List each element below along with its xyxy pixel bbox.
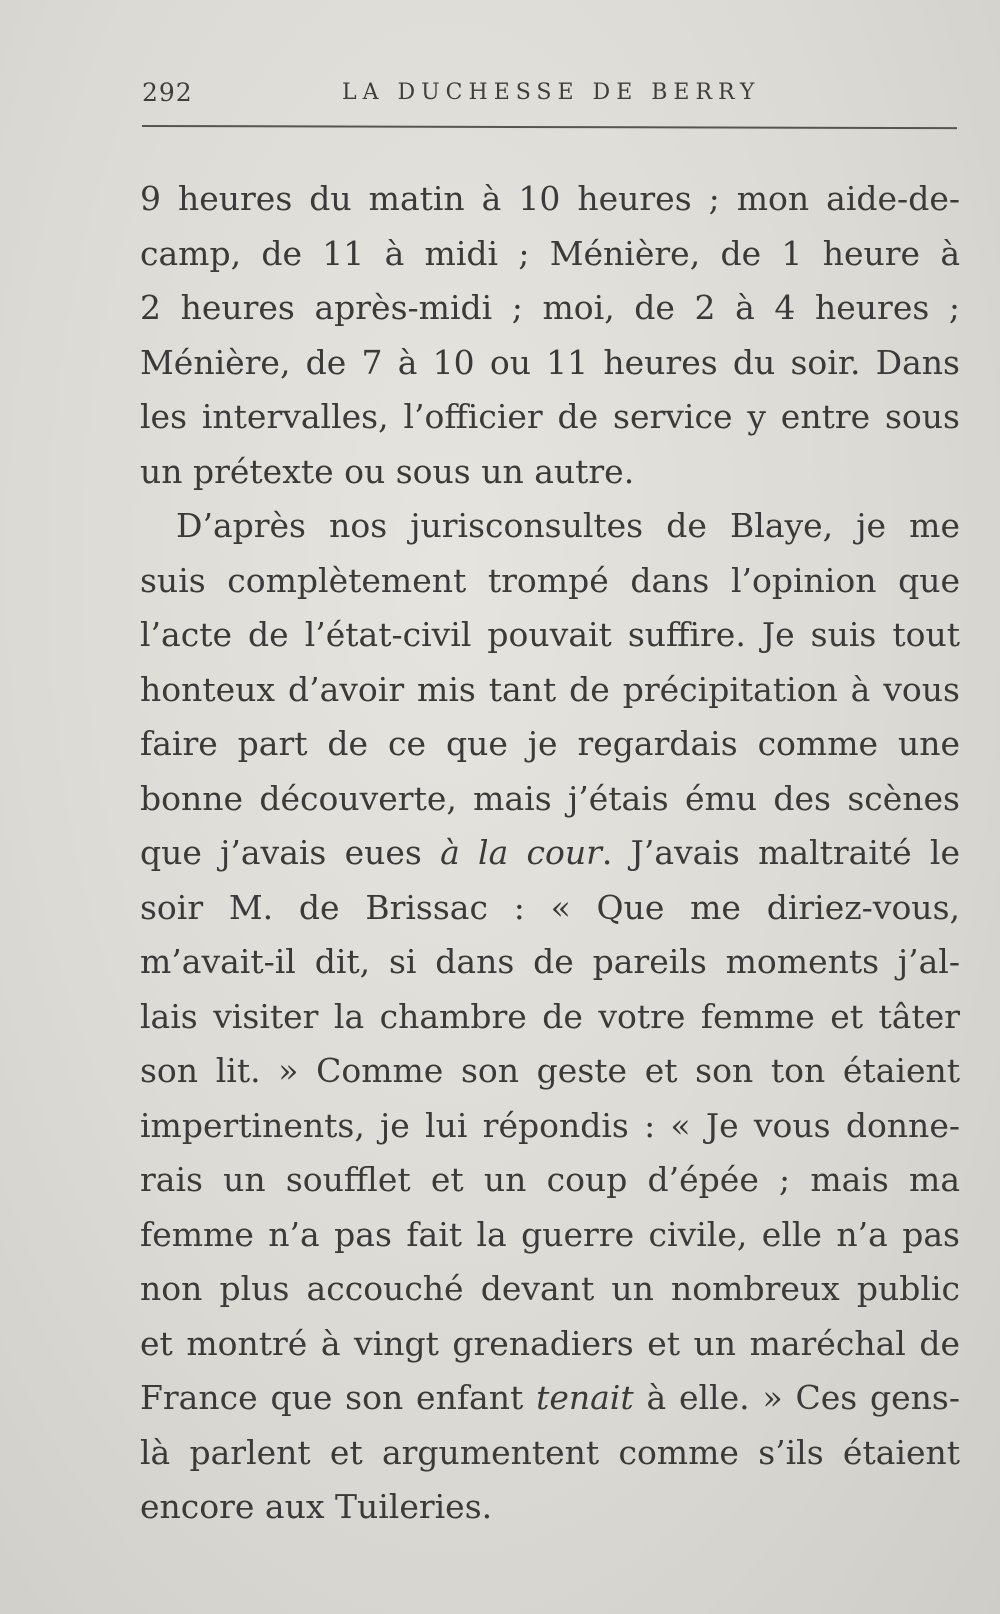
text-line: un prétexte ou sous un autre. [140,451,635,491]
paragraph-start-line: D’après nos jurisconsultes de Blaye, je me [176,506,960,545]
text-line: Ménière, de 7 à 10 ou 11 heures du soir. Dans [140,342,960,382]
text-segment: que j’avais eues [140,833,441,872]
text-line: bonne découverte, mais j’étais ému des scènes [140,778,960,818]
text-line-with-italic [140,826,960,881]
italic-phrase: à la cour [440,833,602,872]
text-segment: à elle. » Ces gens- [633,1378,960,1417]
text-line: l’acte de l’état-civil pouvait suffire. Je suis tout [140,615,960,654]
text-line: impertinents, je lui répondis : « Je vous donne- [140,1105,960,1145]
text-line: non plus accouché devant un nombreux public [140,1269,960,1308]
header-rule [142,125,957,129]
text-segment: . J’avais maltraité le [601,833,960,872]
italic-word: tenait [536,1378,634,1417]
text-line: soir M. de Brissac : « Que me diriez-vous, [140,887,960,927]
text-line: m’avait-il dit, si dans de pareils moments j’al- [140,942,960,981]
running-title: LA DUCHESSE DE BERRY [342,80,761,105]
text-line: lais visiter la chambre de votre femme et tâter [140,996,960,1036]
text-line: encore aux Tuileries. [140,1487,493,1526]
text-line-with-italic [140,1371,960,1426]
text-segment: France que son enfant [140,1378,537,1417]
text-line: et montré à vingt grenadiers et un maréchal de [140,1323,960,1363]
text-line: son lit. » Comme son geste et son ton étaient [140,1051,960,1090]
page-header [142,72,950,112]
text-line: faire part de ce que je regardais comme une [140,724,960,763]
text-line: femme n’a pas fait la guerre civile, elle n’a pas [140,1214,960,1254]
text-line: honteux d’avoir mis tant de précipitation à vous [140,669,960,709]
body-text [140,172,960,1535]
page-number: 292 [142,78,193,107]
text-line: rais un soufflet et un coup d’épée ; mais ma [140,1160,960,1199]
text-line: camp, de 11 à midi ; Ménière, de 1 heure à [140,233,960,273]
text-line: 9 heures du matin à 10 heures ; mon aide-de- [140,179,960,218]
text-line: les intervalles, l’officier de service y entre sous [140,397,960,436]
text-line: 2 heures après-midi ; moi, de 2 à 4 heures ; [140,288,960,327]
text-line: suis complètement trompé dans l’opinion que [140,560,960,600]
text-line: là parlent et argumentent comme s’ils étaient [140,1432,960,1472]
